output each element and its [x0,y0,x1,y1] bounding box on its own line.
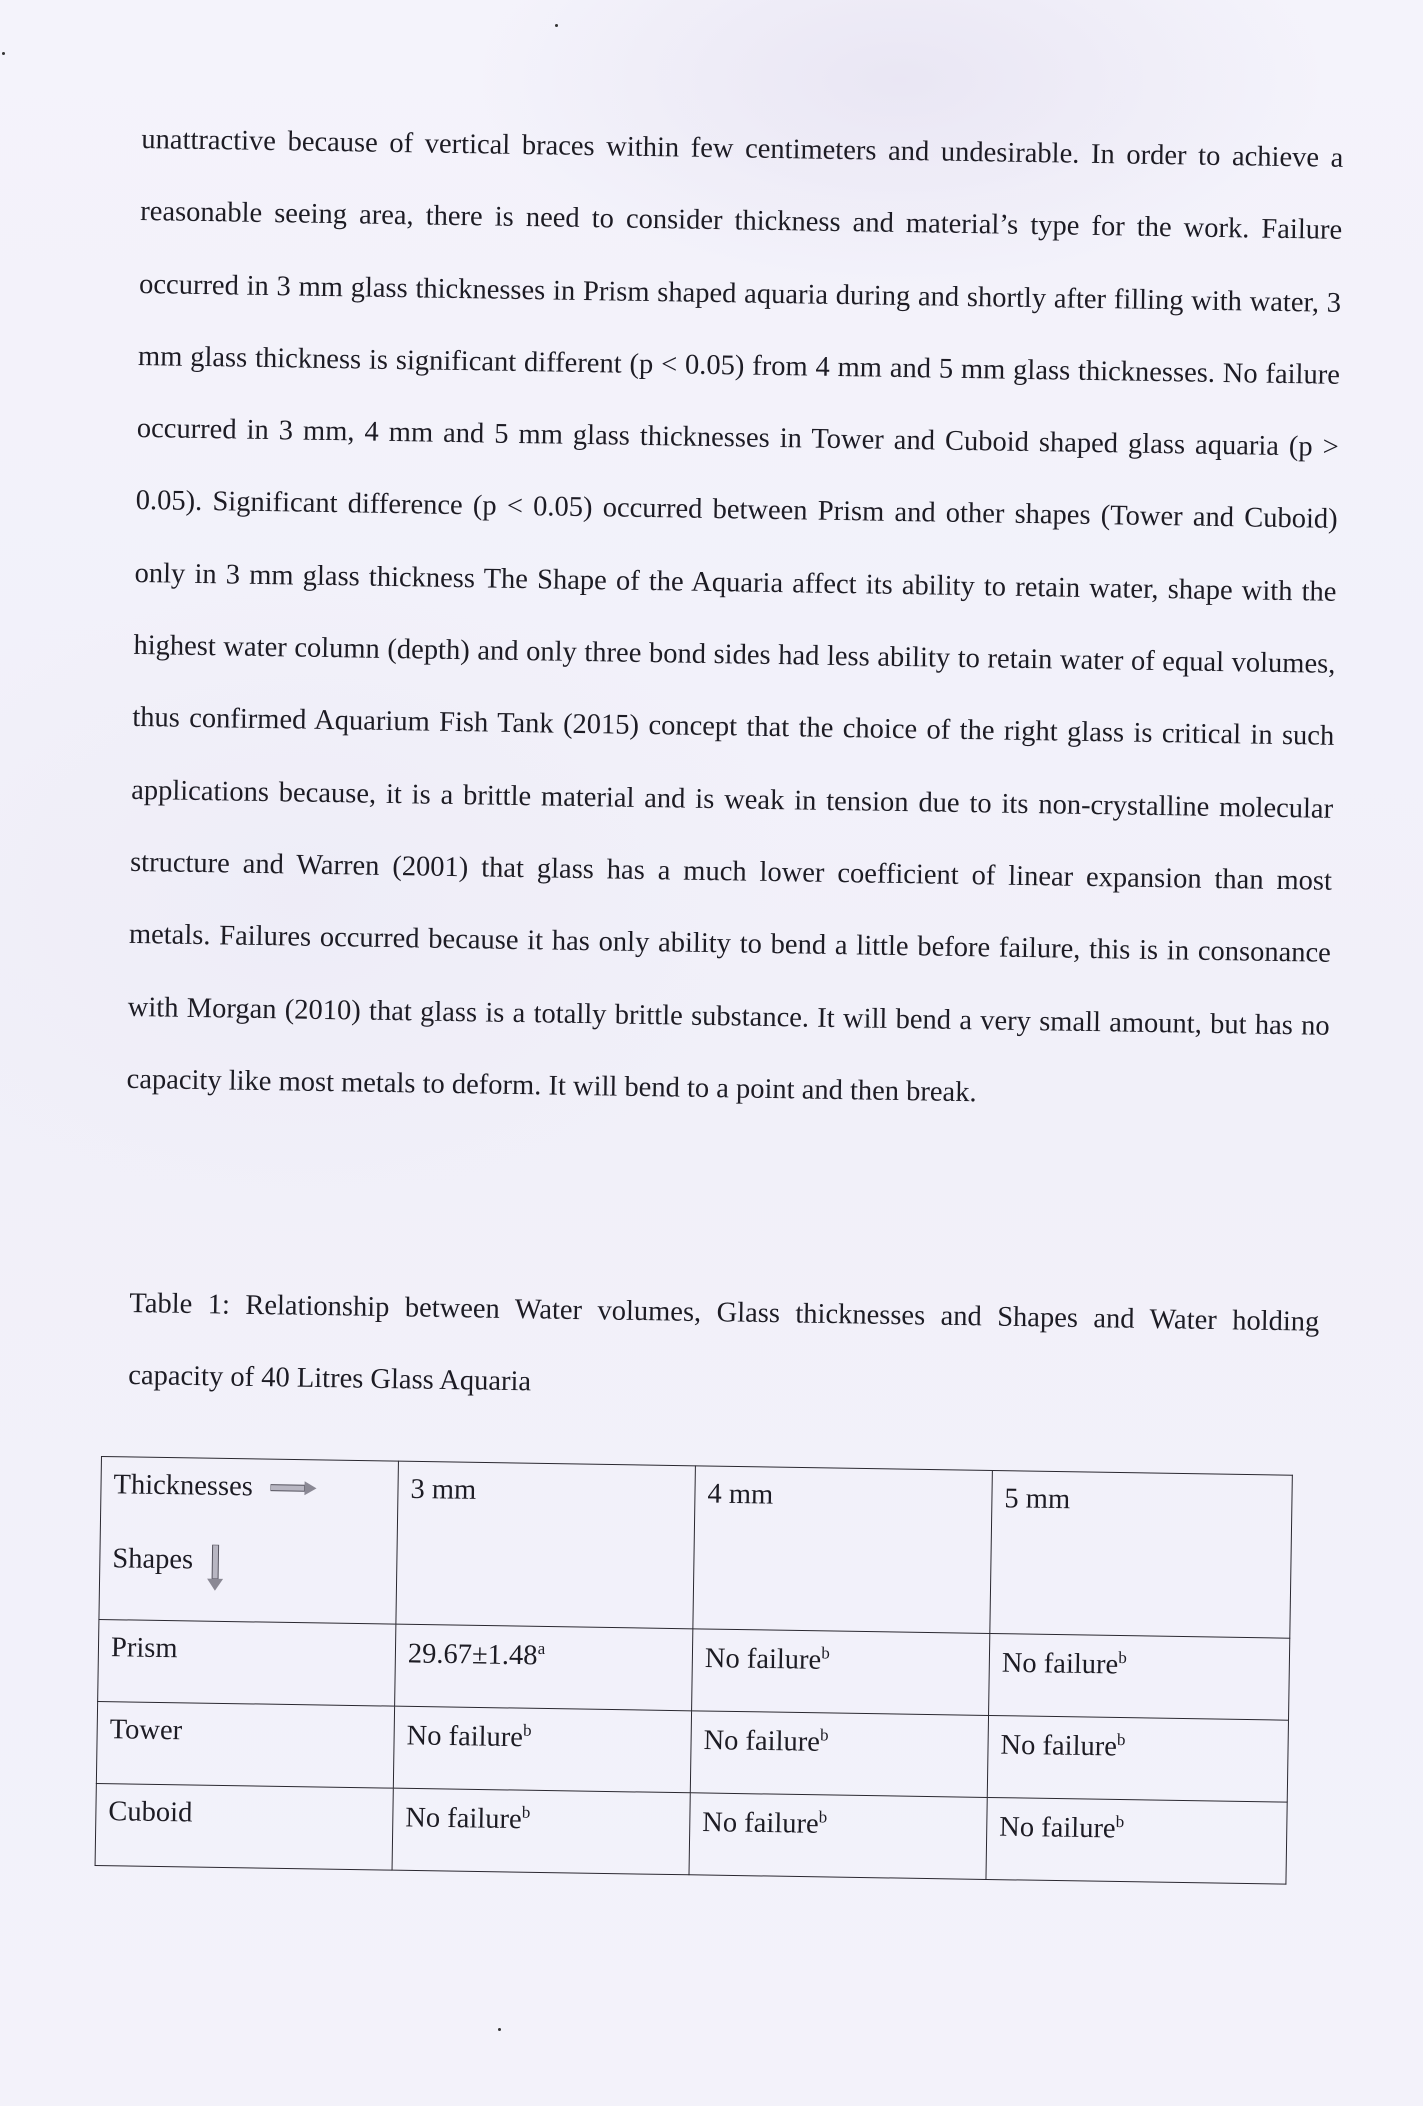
scan-speck [2,52,5,55]
table-cell: No failure$^b$ [690,1711,988,1798]
scan-speck [498,2028,501,2031]
results-table [95,1456,1293,1885]
column-header-4mm: 4 mm [693,1466,993,1634]
column-header-3mm: 3 mm [396,1461,696,1629]
table-cell: No failure$^b$ [989,1633,1290,1720]
results-table-wrapper [95,1456,1293,1885]
table-corner-cell [99,1457,399,1625]
thicknesses-label: Thicknesses [113,1469,254,1503]
row-label-tower: Tower [96,1701,394,1788]
table-cell: 29.67±1.48$^a$ [395,1624,693,1711]
scan-speck [555,24,558,27]
table-cell: No failure$^b$ [692,1629,990,1716]
arrow-right-icon [271,1481,317,1496]
body-paragraph: unattractive because of vertical braces within few centimeters and undesirable. In order to achieve a reasonable seeing area, there is need to consider thickness and material’s type for the work. Failure occurred in 3 mm glass thicknesses in Prism shaped aquaria during and shortly after filling with water, 3 mm glass thickness is significant different (p < 0.05) from 4 mm and 5 mm glass thicknesses. No failure occurred in 3 mm, 4 mm and 5 mm glass thicknesses in Tower and Cuboid shaped glass aquaria (p > 0.05). Significant difference (p < 0.05) occurred between Prism and other shapes (Tower and Cuboid) only in 3 mm glass thickness The Shape of the Aquaria affect its ability to retain water, shape with the highest water column (depth) and only three bond sides had less ability to retain water of equal volumes, thus confirmed Aquarium Fish Tank (2015) concept that the choice of the right glass is critical in such applications because, it is a brittle material and is weak in tension due to its non-crystalline molecular structure and Warren (2001) that glass has a much lower coefficient of linear expansion than most metals. Failures occurred because it has only ability to bend a little before failure, this is in consonance with Morgan (2010) that glass is a totally brittle substance. It will bend a very small amount, but has no capacity like most metals to deform. It will bend to a point and then break. [126,123,1344,1109]
shapes-label: Shapes [112,1543,194,1576]
table-cell: No failure$^b$ [689,1793,987,1880]
table-cell: No failure$^b$ [392,1788,690,1875]
table-cell: No failure$^b$ [986,1797,1287,1884]
column-header-5mm: 5 mm [990,1471,1293,1639]
table-row-cuboid [95,1783,1287,1884]
table-header-row [99,1457,1292,1639]
row-label-cuboid: Cuboid [95,1783,393,1870]
table-caption: Table 1: Relationship between Water volumes, Glass thicknesses and Shapes and Water holding capacity of 40 Litres Glass Aquaria [128,1287,1320,1398]
table-cell: No failure$^b$ [987,1715,1288,1802]
row-label-prism: Prism [98,1619,396,1706]
arrow-down-icon [207,1545,224,1591]
table-cell: No failure$^b$ [393,1706,691,1793]
